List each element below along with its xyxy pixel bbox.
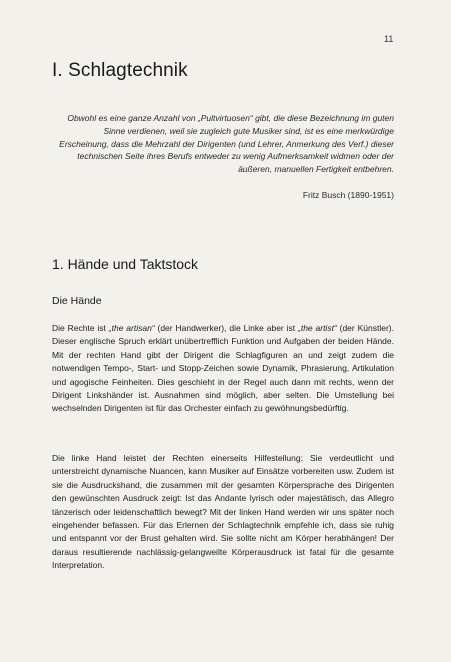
section-title: 1. Hände und Taktstock: [52, 256, 199, 272]
paragraph1-emphasis-artisan: „the artisan“: [108, 323, 155, 333]
subsection-title: Die Hände: [52, 295, 102, 307]
paragraph1-text-3: (der Künstler). Dieser englische Spruch erklärt unübertrefflich Funktion und Aufgaben der beiden Hände. Mit der rechten Hand gibt der Dirigent die Schlagfiguren an und zeigt zudem die notwendigen Tempo-, Start- und Stopp-Zeichen sowie Dynamik, Phrasierung, Artikulation und agogische Feinheiten. Dies geschieht in der Regel auch dann mit rechts, wenn der Dirigent Linkshänder ist. Ausnahmen sind möglich, aber selten. Die Umstellung bei wechselnden Dirigenten ist für das Orchester einfach zu gewöhnungsbedürftig.: [52, 323, 394, 414]
chapter-title: I. Schlagtechnik: [52, 60, 188, 81]
paragraph1-text-1: Die Rechte ist: [52, 323, 109, 333]
paragraph-left-hand: Die linke Hand leistet der Rechten einerseits Hilfestellung: Sie verdeutlicht und unterstreicht dynamische Nuancen, kann Musiker auf Einsätze vorbereiten usw. Zudem ist sie die Ausdruckshand, die zusammen mit der gesamten Körpersprache des Dirigenten den gewünschten Ausdruck zeigt: Ist das Andante lyrisch oder majestätisch, das Allegro tänzerisch oder leidenschaftlich bewegt? Mit der linken Hand werden wir uns später noch eingehender befassen. Für das Erlernen der Schlagtechnik empfehle ich, dass sie ruhig und entspannt vor der Brust gehalten wird. Sie sollte nicht am Körper herabhängen! Der daraus resultierende nachlässig-gelangweilte Körperausdruck ist fatal für die gesamte Interpretation.: [52, 453, 394, 571]
epigraph-author: Fritz Busch (1890-1951): [302, 190, 394, 200]
paragraph-right-hand: [52, 322, 394, 416]
page-number: 11: [384, 34, 394, 44]
epigraph-quote: Obwohl es eine ganze Anzahl von „Pultvirtuosen“ gibt, die diese Bezeichnung im guten Sinne verdienen, weil sie zugleich gute Musiker sind, ist es eine merkwürdige Erscheinung, dass die Mehrzahl der Dirigenten (und Lehrer, Anmerkung des Verf.) dieser technischen Seite ihres Berufs entweder zu wenig Aufmerksamkeit widmen oder der äußeren, manuellen Fertigkeit entbehren.: [59, 113, 394, 175]
paragraph1-emphasis-artist: „the artist“: [298, 323, 337, 333]
paragraph1-text-2: (der Handwerker), die Linke aber ist: [154, 323, 298, 333]
